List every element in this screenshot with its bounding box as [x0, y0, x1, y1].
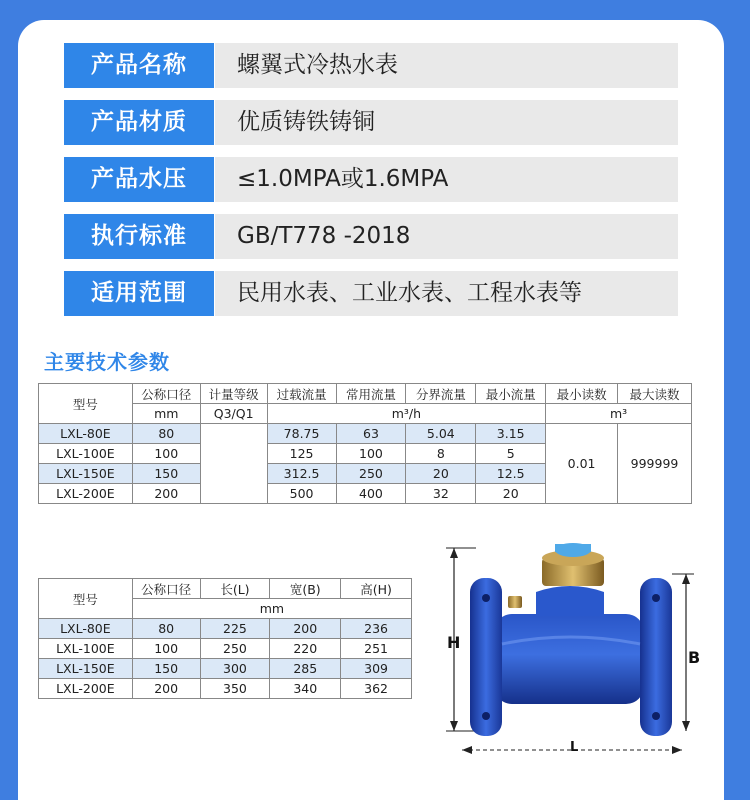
cell-h: 309	[341, 659, 412, 679]
cell-model: LXL-200E	[39, 679, 133, 699]
spec-row-scope	[64, 271, 678, 316]
unit-mm: mm	[132, 599, 411, 619]
cell-q4: 312.5	[267, 464, 336, 484]
table-row	[39, 424, 692, 444]
header-common: 常用流量	[336, 384, 406, 404]
table-row	[39, 639, 412, 659]
header-boundary: 分界流量	[406, 384, 476, 404]
spec-key: 适用范围	[64, 271, 214, 316]
cell-model: LXL-100E	[39, 639, 133, 659]
spec-key: 产品水压	[64, 157, 214, 202]
cell-q4: 125	[267, 444, 336, 464]
unit-class: Q3/Q1	[200, 404, 267, 424]
cell-dn: 80	[132, 619, 200, 639]
cell-model: LXL-80E	[39, 619, 133, 639]
cell-b: 220	[270, 639, 341, 659]
cell-l: 350	[200, 679, 270, 699]
spec-value: 优质铸铁铸铜	[215, 100, 678, 145]
unit-mm: mm	[132, 404, 200, 424]
tech-params-table	[38, 383, 692, 504]
cell-dn: 150	[132, 464, 200, 484]
cell-model: LXL-150E	[39, 464, 133, 484]
header-min-read: 最小读数	[546, 384, 618, 404]
header-height: 高(H)	[341, 579, 412, 599]
section-title: 主要技术参数	[44, 350, 170, 374]
table-row	[39, 619, 412, 639]
header-model: 型号	[39, 579, 133, 619]
cell-q2: 8	[406, 444, 476, 464]
header-model: 型号	[39, 384, 133, 424]
unit-read: m³	[546, 404, 692, 424]
cell-b: 285	[270, 659, 341, 679]
table-header-row	[39, 384, 692, 404]
cell-dn: 100	[132, 444, 200, 464]
cell-class-empty	[200, 424, 267, 504]
cell-q1: 12.5	[476, 464, 546, 484]
cell-h: 251	[341, 639, 412, 659]
header-diameter: 公称口径	[132, 579, 200, 599]
cell-h: 236	[341, 619, 412, 639]
cell-q1: 20	[476, 484, 546, 504]
cell-q2: 5.04	[406, 424, 476, 444]
header-width: 宽(B)	[270, 579, 341, 599]
dimensions-table	[38, 578, 412, 699]
spec-value: ≤1.0MPA或1.6MPA	[215, 157, 678, 202]
cell-q4: 500	[267, 484, 336, 504]
spec-value: GB/T778 -2018	[215, 214, 678, 259]
cell-b: 340	[270, 679, 341, 699]
spec-row-material	[64, 100, 678, 145]
cell-dn: 150	[132, 659, 200, 679]
header-overload: 过载流量	[267, 384, 336, 404]
table-header-row	[39, 579, 412, 599]
dimension-label-h: H	[447, 633, 461, 652]
cell-model: LXL-150E	[39, 659, 133, 679]
cell-min-read: 0.01	[546, 424, 618, 504]
unit-flow: m³/h	[267, 404, 546, 424]
cell-l: 250	[200, 639, 270, 659]
cell-dn: 200	[132, 484, 200, 504]
spec-value: 螺翼式冷热水表	[215, 43, 678, 88]
cell-q3: 100	[336, 444, 406, 464]
cell-l: 225	[200, 619, 270, 639]
header-length: 长(L)	[200, 579, 270, 599]
header-diameter: 公称口径	[132, 384, 200, 404]
spec-row-standard	[64, 214, 678, 259]
cell-dn: 100	[132, 639, 200, 659]
cell-dn: 80	[132, 424, 200, 444]
cell-q1: 3.15	[476, 424, 546, 444]
table-unit-row	[39, 404, 692, 424]
header-max-read: 最大读数	[618, 384, 692, 404]
spec-key: 产品材质	[64, 100, 214, 145]
table-row	[39, 659, 412, 679]
cell-q3: 250	[336, 464, 406, 484]
cell-dn: 200	[132, 679, 200, 699]
header-min-flow: 最小流量	[476, 384, 546, 404]
cell-q2: 32	[406, 484, 476, 504]
spec-key: 产品名称	[64, 43, 214, 88]
cell-h: 362	[341, 679, 412, 699]
spec-key: 执行标准	[64, 214, 214, 259]
dimension-label-l: L	[570, 740, 579, 755]
cell-q3: 63	[336, 424, 406, 444]
dimension-label-b: B	[688, 648, 701, 667]
cell-q2: 20	[406, 464, 476, 484]
cell-model: LXL-80E	[39, 424, 133, 444]
spec-row-pressure	[64, 157, 678, 202]
cell-b: 200	[270, 619, 341, 639]
water-meter-illustration	[436, 536, 700, 762]
cell-model: LXL-100E	[39, 444, 133, 464]
spec-row-name	[64, 43, 678, 88]
cell-model: LXL-200E	[39, 484, 133, 504]
cell-q3: 400	[336, 484, 406, 504]
table-row	[39, 679, 412, 699]
spec-value: 民用水表、工业水表、工程水表等	[215, 271, 678, 316]
cell-q4: 78.75	[267, 424, 336, 444]
cell-max-read: 999999	[618, 424, 692, 504]
cell-q1: 5	[476, 444, 546, 464]
header-class: 计量等级	[200, 384, 267, 404]
cell-l: 300	[200, 659, 270, 679]
